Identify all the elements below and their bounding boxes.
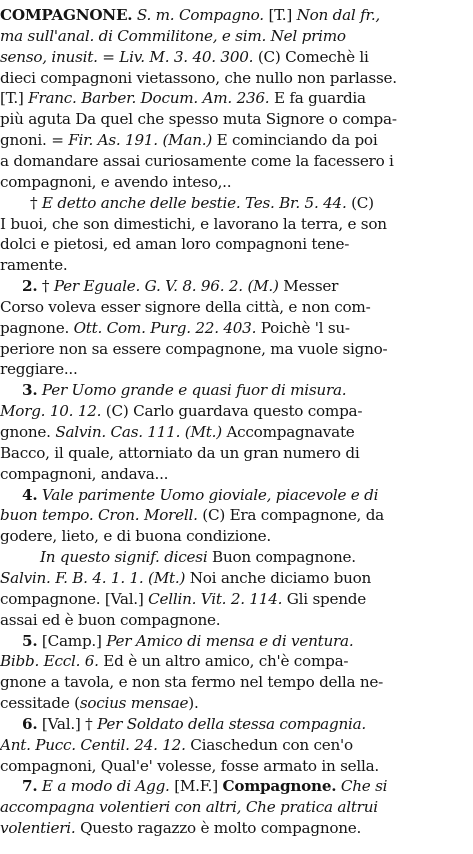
plain-text: ). — [188, 694, 199, 713]
plain-text: (C) Comechè li — [253, 47, 369, 66]
plain-text: E fa guardia — [269, 89, 366, 108]
plain-text: compagnoni, andava... — [0, 464, 169, 483]
plain-text: compagnoni, e avendo inteso,.. — [0, 172, 232, 191]
plain-text: (C) Carlo guardava questo compa- — [101, 402, 363, 421]
italic-text: Bibb. Eccl. 6. — [0, 652, 99, 671]
plain-text: più aguta Da quel che spesso muta Signore o compa- — [0, 110, 397, 129]
italic-text: Salvin. Cas. 111. (Mt.) — [55, 423, 222, 441]
italic-text: buon tempo. Cron. Morell. — [0, 506, 198, 525]
italic-text: volentieri. — [0, 819, 76, 838]
plain-text: cessitade ( — [0, 694, 80, 713]
italic-text: ma sull'anal. di Commilitone, e sim. Nel primo — [0, 26, 346, 45]
italic-text: In questo signif. dicesi — [40, 548, 208, 567]
plain-text: periore non sa essere compagnone, ma vuole signo- — [0, 339, 388, 358]
italic-text: accompagna volentieri con altri, Che pratica altrui — [0, 798, 378, 817]
italic-text: Cellin. Vit. 2. 114. — [148, 589, 283, 608]
plain-text: a domandare assai curiosamente come la facessero i — [0, 151, 394, 170]
plain-text: assai ed è buon compagnone. — [0, 610, 221, 629]
italic-text: Per Soldato della stessa compagnia. — [97, 714, 366, 733]
bold-text: 4. — [22, 485, 38, 504]
plain-text: gnone. — [0, 423, 56, 441]
plain-text: [M.F.] — [169, 777, 223, 796]
plain-text: compagnone. [Val.] — [0, 589, 149, 608]
plain-text: pagnone. — [0, 318, 74, 337]
bold-text: COMPAGNONE. — [0, 6, 133, 24]
plain-text: † — [37, 277, 54, 296]
plain-text: dieci compagnoni vietassono, che nullo non parlasse. — [0, 68, 397, 87]
plain-text: Bacco, il quale, attorniato da un gran numero di — [0, 443, 360, 462]
plain-text: dolci e pietosi, ed aman loro compagnoni tene- — [0, 235, 350, 254]
plain-text: E cominciando da poi — [212, 131, 378, 150]
bold-text: 6. — [22, 714, 38, 733]
text-line — [0, 815, 473, 841]
italic-text: Per Uomo grande e quasi fuor di misura. — [37, 381, 347, 400]
bold-text: 5. — [22, 631, 38, 650]
plain-text: gnoni. = — [0, 131, 69, 150]
plain-text: [T.] — [268, 6, 293, 24]
italic-text: socius mensae — [79, 694, 189, 713]
plain-text: Poichè 'l su- — [256, 318, 350, 337]
plain-text: compagnoni, Qual'e' volesse, fosse armato in sella. — [0, 756, 379, 775]
bold-text: Compagnone. — [222, 777, 337, 796]
plain-text: I buoi, che son dimestichi, e lavorano la terra, e son — [0, 214, 387, 233]
italic-text: senso, inusit. = Liv. M. 3. 40. 300. — [0, 47, 254, 66]
italic-text: E detto anche delle bestie. Tes. Br. 5. 44. — [41, 193, 347, 212]
plain-text: Messer — [278, 277, 339, 296]
plain-text: Buon compagnone. — [207, 548, 356, 567]
italic-text: Ott. Com. Purg. 22. 403. — [73, 318, 257, 337]
plain-text: ramente. — [0, 256, 68, 275]
plain-text: [T.] — [0, 89, 29, 108]
plain-text: Accompagnavate — [221, 423, 355, 441]
italic-text: E a modo di Agg. — [37, 777, 170, 796]
plain-text: Ciaschedun con cen'o — [185, 735, 353, 754]
plain-text: [Camp.] — [37, 631, 107, 650]
italic-text: Vale parimente Uomo gioviale, piacevole e di — [37, 485, 379, 504]
italic-text: Ant. Pucc. Centil. 24. 12. — [0, 735, 186, 754]
italic-text: Che si — [336, 777, 388, 796]
italic-text: Fir. As. 191. (Man.) — [68, 131, 213, 150]
plain-text: (C) — [346, 193, 374, 212]
bold-text: 7. — [22, 777, 38, 796]
plain-text: gnone a tavola, e non sta fermo nel tempo della ne- — [0, 673, 384, 692]
italic-text: Franc. Barber. Docum. Am. 236. — [28, 89, 270, 108]
italic-text: Per Eguale. G. V. 8. 96. 2. (M.) — [53, 277, 279, 296]
plain-text: Questo ragazzo è molto compagnone. — [75, 819, 362, 838]
plain-text: Ed è un altro amico, ch'è compa- — [98, 652, 349, 671]
italic-text: Per Amico di mensa e di ventura. — [106, 631, 354, 650]
plain-text: Corso voleva esser signore della città, e non com- — [0, 297, 371, 316]
plain-text: godere, lieto, e di buona condizione. — [0, 527, 271, 546]
plain-text: (C) Era compagnone, da — [197, 506, 384, 525]
plain-text: † — [30, 193, 42, 212]
italic-text: Non dal fr., — [292, 6, 380, 24]
italic-text: Morg. 10. 12. — [0, 402, 102, 421]
italic-text: Salvin. F. B. 4. 1. 1. (Mt.) — [0, 568, 186, 587]
plain-text: reggiare... — [0, 360, 78, 379]
plain-text: [Val.] † — [37, 714, 98, 733]
italic-text: S. m. Compagno. — [132, 6, 269, 24]
plain-text: Noi anche diciamo buon — [185, 568, 372, 587]
plain-text: Gli spende — [282, 589, 366, 608]
bold-text: 3. — [22, 381, 38, 400]
bold-text: 2. — [22, 277, 38, 296]
